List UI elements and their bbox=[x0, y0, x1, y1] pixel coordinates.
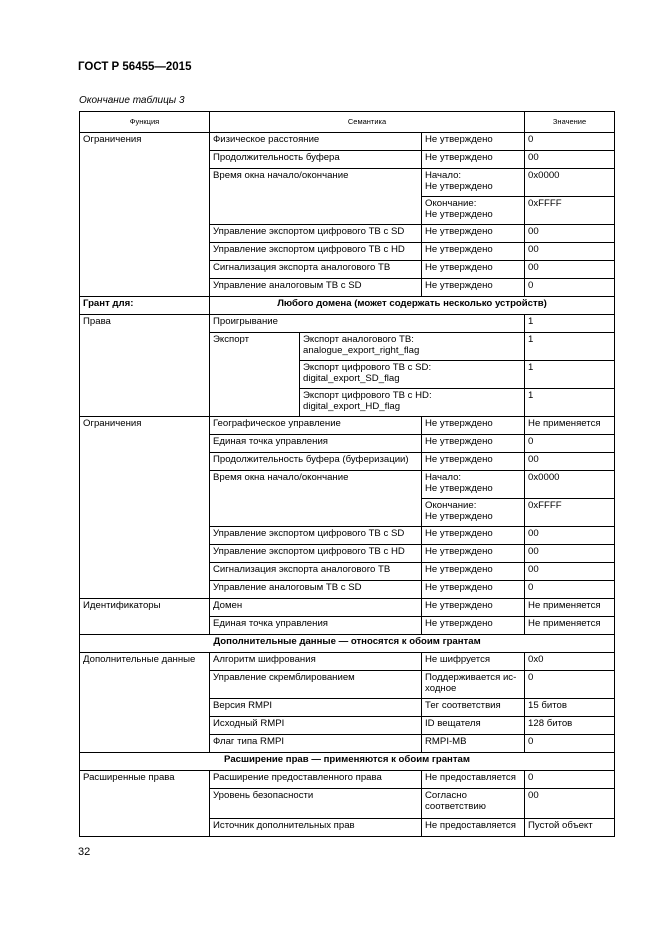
function-cell: Расширенные права bbox=[80, 771, 210, 837]
value-cell: 0x0 bbox=[525, 653, 615, 671]
value-cell: 0 bbox=[525, 435, 615, 453]
value-cell: Не применяется bbox=[525, 599, 615, 617]
value-cell: 0 bbox=[525, 133, 615, 151]
section-header: Расширение прав — применяются к обоим грантам bbox=[80, 753, 615, 771]
semantics-cell: Флаг типа RMPI bbox=[210, 735, 422, 753]
function-cell: Идентификаторы bbox=[80, 599, 210, 635]
state-cell: Не утверждено bbox=[422, 279, 525, 297]
semantics-cell: Географическое управление bbox=[210, 417, 422, 435]
semantics-cell: Алгоритм шифрования bbox=[210, 653, 422, 671]
state-cell: Начало: Не утверждено bbox=[422, 471, 525, 499]
value-cell: 0xFFFF bbox=[525, 499, 615, 527]
value-cell: 00 bbox=[525, 527, 615, 545]
value-cell: 1 bbox=[525, 333, 615, 361]
page-number: 32 bbox=[78, 846, 91, 858]
section-header: Дополнительные данные — относятся к обоим грантам bbox=[80, 635, 615, 653]
semantics-cell: Управление экспортом цифрового ТВ с SD bbox=[210, 225, 422, 243]
semantics-cell: Время окна начало/окончание bbox=[210, 169, 422, 225]
value-cell: 0x0000 bbox=[525, 169, 615, 197]
state-cell: Согласно соответствию bbox=[422, 789, 525, 819]
table-row bbox=[80, 771, 615, 789]
state-cell: Не утверждено bbox=[422, 243, 525, 261]
state-cell: Не утверждено bbox=[422, 545, 525, 563]
function-cell: Дополнительные данные bbox=[80, 653, 210, 753]
state-cell: Окончание: Не утверждено bbox=[422, 499, 525, 527]
export-flag-cell: Экспорт аналогового ТВ: analogue_export_right_flag bbox=[300, 333, 525, 361]
semantics-cell: Управление аналоговым ТВ с SD bbox=[210, 279, 422, 297]
grant-text: Любого домена (может содержать несколько устройств) bbox=[210, 297, 615, 315]
semantics-cell: Управление экспортом цифрового ТВ с HD bbox=[210, 243, 422, 261]
value-cell: 0 bbox=[525, 771, 615, 789]
state-cell: Не утверждено bbox=[422, 261, 525, 279]
state-cell: Не шифруется bbox=[422, 653, 525, 671]
document-header: ГОСТ Р 56455—2015 bbox=[78, 61, 192, 73]
state-cell: Не утверждено bbox=[422, 453, 525, 471]
state-cell: Не утверждено bbox=[422, 599, 525, 617]
value-cell: 15 битов bbox=[525, 699, 615, 717]
state-cell: Тег соответствия bbox=[422, 699, 525, 717]
value-cell: 00 bbox=[525, 545, 615, 563]
semantics-cell: Единая точка управления bbox=[210, 435, 422, 453]
semantics-cell: Экспорт bbox=[210, 333, 300, 417]
state-cell: Не утверждено bbox=[422, 133, 525, 151]
state-cell: Начало: Не утверждено bbox=[422, 169, 525, 197]
export-flag-cell: Экспорт цифрового ТВ с SD: digital_export_SD_flag bbox=[300, 361, 525, 389]
semantics-cell: Единая точка управления bbox=[210, 617, 422, 635]
semantics-cell: Проигрывание bbox=[210, 315, 525, 333]
table-row bbox=[80, 599, 615, 617]
value-cell: 1 bbox=[525, 389, 615, 417]
semantics-cell: Управление аналоговым ТВ с SD bbox=[210, 581, 422, 599]
rights-table bbox=[79, 111, 615, 837]
semantics-cell: Уровень безопасности bbox=[210, 789, 422, 819]
semantics-cell: Управление экспортом цифрового ТВ с HD bbox=[210, 545, 422, 563]
table-row bbox=[80, 653, 615, 671]
semantics-cell: Сигнализация экспорта аналогового ТВ bbox=[210, 563, 422, 581]
value-cell: Не применяется bbox=[525, 417, 615, 435]
semantics-cell: Домен bbox=[210, 599, 422, 617]
column-header-value: Значение bbox=[525, 112, 615, 133]
semantics-cell: Исходный RMPI bbox=[210, 717, 422, 735]
value-cell: 1 bbox=[525, 315, 615, 333]
semantics-cell: Версия RMPI bbox=[210, 699, 422, 717]
semantics-cell: Расширение предоставленного права bbox=[210, 771, 422, 789]
value-cell: 00 bbox=[525, 453, 615, 471]
value-cell: 00 bbox=[525, 225, 615, 243]
semantics-cell: Управление скремблированием bbox=[210, 671, 422, 699]
value-cell: 00 bbox=[525, 563, 615, 581]
value-cell: Не применяется bbox=[525, 617, 615, 635]
state-cell: Не утверждено bbox=[422, 527, 525, 545]
value-cell: 0 bbox=[525, 279, 615, 297]
value-cell: Пустой объект bbox=[525, 819, 615, 837]
state-cell: RMPI-MB bbox=[422, 735, 525, 753]
value-cell: 128 битов bbox=[525, 717, 615, 735]
state-cell: Не предоставляется bbox=[422, 771, 525, 789]
state-cell: Не утверждено bbox=[422, 417, 525, 435]
state-cell: Окончание: Не утверждено bbox=[422, 197, 525, 225]
value-cell: 00 bbox=[525, 261, 615, 279]
semantics-cell: Управление экспортом цифрового ТВ с SD bbox=[210, 527, 422, 545]
table-caption: Окончание таблицы 3 bbox=[79, 95, 185, 106]
semantics-cell: Время окна начало/окончание bbox=[210, 471, 422, 527]
grant-label: Грант для: bbox=[80, 297, 210, 315]
table-row bbox=[80, 417, 615, 435]
value-cell: 0 bbox=[525, 671, 615, 699]
value-cell: 1 bbox=[525, 361, 615, 389]
value-cell: 00 bbox=[525, 151, 615, 169]
function-cell: Ограничения bbox=[80, 417, 210, 599]
table-row bbox=[80, 297, 615, 315]
table-row bbox=[80, 635, 615, 653]
value-cell: 00 bbox=[525, 789, 615, 819]
state-cell: Не утверждено bbox=[422, 581, 525, 599]
state-cell: Поддерживается ис- ходное bbox=[422, 671, 525, 699]
value-cell: 0 bbox=[525, 581, 615, 599]
table-row bbox=[80, 315, 615, 333]
table-row bbox=[80, 133, 615, 151]
semantics-cell: Сигнализация экспорта аналогового ТВ bbox=[210, 261, 422, 279]
column-header-semantics: Семантика bbox=[210, 112, 525, 133]
value-cell: 0xFFFF bbox=[525, 197, 615, 225]
semantics-cell: Продолжительность буфера bbox=[210, 151, 422, 169]
state-cell: Не предоставляется bbox=[422, 819, 525, 837]
function-cell: Ограничения bbox=[80, 133, 210, 297]
table-row bbox=[80, 753, 615, 771]
state-cell: Не утверждено bbox=[422, 563, 525, 581]
function-cell: Права bbox=[80, 315, 210, 417]
value-cell: 00 bbox=[525, 243, 615, 261]
table-row bbox=[80, 112, 615, 133]
column-header-function: Функция bbox=[80, 112, 210, 133]
semantics-cell: Продолжительность буфера (буферизации) bbox=[210, 453, 422, 471]
value-cell: 0x0000 bbox=[525, 471, 615, 499]
export-flag-cell: Экспорт цифрового ТВ с HD: digital_export_HD_flag bbox=[300, 389, 525, 417]
semantics-cell: Физическое расстояние bbox=[210, 133, 422, 151]
state-cell: Не утверждено bbox=[422, 435, 525, 453]
state-cell: Не утверждено bbox=[422, 617, 525, 635]
semantics-cell: Источник дополнительных прав bbox=[210, 819, 422, 837]
state-cell: Не утверждено bbox=[422, 151, 525, 169]
state-cell: ID вещателя bbox=[422, 717, 525, 735]
value-cell: 0 bbox=[525, 735, 615, 753]
state-cell: Не утверждено bbox=[422, 225, 525, 243]
